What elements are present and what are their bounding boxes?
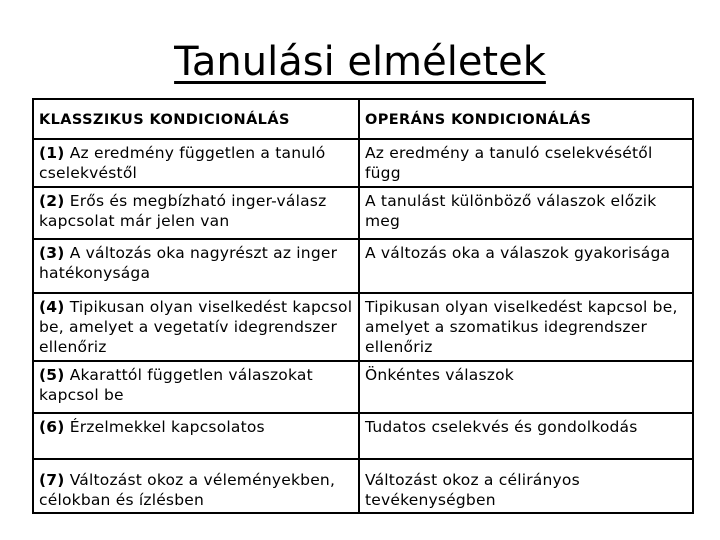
row-4-operant: Tipikusan olyan viselkedést kapcsol be, amelyet a szomatikus idegrendszer ellenőriz bbox=[359, 293, 693, 361]
header-classical: KLASSZIKUS KONDICIONÁLÁS bbox=[33, 99, 359, 139]
table-header-row bbox=[33, 99, 693, 139]
cell-text: Érzelmekkel kapcsolatos bbox=[69, 418, 265, 436]
row-number: (1) bbox=[39, 144, 65, 162]
row-number: (4) bbox=[39, 298, 65, 316]
row-6-operant: Tudatos cselekvés és gondolkodás bbox=[359, 413, 693, 459]
row-number: (3) bbox=[39, 244, 65, 262]
cell-text: Tipikusan olyan viselkedést kapcsol be, amelyet a vegetatív idegrendszer ellenőriz bbox=[39, 298, 353, 356]
table-row bbox=[33, 361, 693, 413]
cell-text: Változást okoz a véleményekben, célokban és ízlésben bbox=[39, 471, 336, 509]
row-7-classical bbox=[33, 459, 359, 513]
cell-text: Az eredmény független a tanuló cselekvéstől bbox=[39, 144, 326, 182]
row-number: (5) bbox=[39, 366, 65, 384]
row-1-classical bbox=[33, 139, 359, 187]
table-row bbox=[33, 293, 693, 361]
row-2-classical bbox=[33, 187, 359, 239]
header-operant: OPERÁNS KONDICIONÁLÁS bbox=[359, 99, 693, 139]
row-3-classical bbox=[33, 239, 359, 293]
table-row bbox=[33, 187, 693, 239]
comparison-table bbox=[32, 98, 694, 514]
cell-text: Akarattól független válaszokat kapcsol be bbox=[39, 366, 313, 404]
table-row bbox=[33, 139, 693, 187]
row-1-operant: Az eredmény a tanuló cselekvésétől függ bbox=[359, 139, 693, 187]
row-5-operant: Önkéntes válaszok bbox=[359, 361, 693, 413]
row-5-classical bbox=[33, 361, 359, 413]
row-number: (6) bbox=[39, 418, 65, 436]
row-number: (7) bbox=[39, 471, 65, 489]
cell-text: Erős és megbízható inger-válasz kapcsolat már jelen van bbox=[39, 192, 327, 230]
row-6-classical bbox=[33, 413, 359, 459]
table-row bbox=[33, 239, 693, 293]
row-2-operant: A tanulást különböző válaszok előzik meg bbox=[359, 187, 693, 239]
row-number: (2) bbox=[39, 192, 65, 210]
row-4-classical bbox=[33, 293, 359, 361]
row-3-operant: A változás oka a válaszok gyakorisága bbox=[359, 239, 693, 293]
table-row bbox=[33, 413, 693, 459]
row-7-operant: Változást okoz a célirányos tevékenységben bbox=[359, 459, 693, 513]
cell-text: A változás oka nagyrészt az inger hatékonysága bbox=[39, 244, 338, 282]
table-row bbox=[33, 459, 693, 513]
page-title: Tanulási elméletek bbox=[174, 39, 546, 85]
